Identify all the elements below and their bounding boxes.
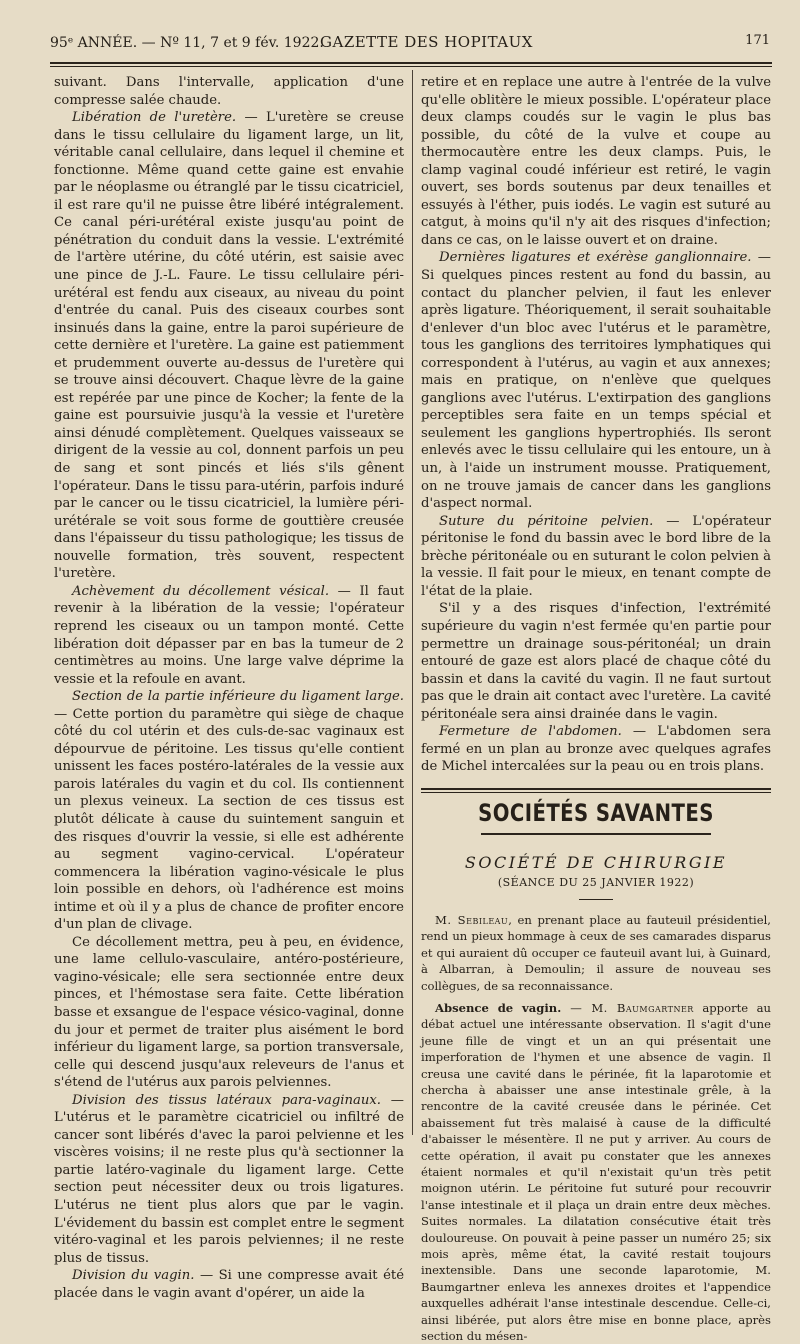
left-column (54, 74, 404, 1302)
run-in-heading: Division des tissus latéraux para-vaginaux. (72, 1092, 382, 1108)
section-rule-thin (421, 792, 771, 793)
header-rule-thin (50, 66, 772, 67)
paragraph: Division du vagin. — Si une compresse avait été placée dans le vagin avant d'opérer, un aide la (54, 1268, 404, 1301)
run-in-heading: Dernières ligatures et exérèse ganglionnaire. (439, 250, 752, 266)
speaker-name: M. Sebileau (435, 912, 509, 927)
paragraph: Section de la partie inférieure du ligament large. — Cette portion du paramètre qui siège de chaque côté du col utérin et des culs-de-sac vaginaux est dépourvue de péritoine. Les tissus qu'elle contient unissent les faces postéro-latérales de la vessie aux parois latérales du vagin et du col. Ils contiennent un plexus veineux. La section de ces tissus est plutôt délicate à cause du suintement sanguin et des risques d'ouvrir la vessie, si elle est adhérente au segment vagino-cervical. L'opérateur commencera la libération vagino-vésicale le plus loin possible en dehors, où l'adhérence est moins intime et où il y a plus de chance de profiter encore d'un plan de clivage. (54, 689, 404, 933)
run-in-heading: Libération de l'uretère. (72, 110, 237, 126)
session-rule (579, 899, 613, 900)
run-in-heading: Division du vagin. (72, 1268, 195, 1284)
paragraph: Ce décollement mettra, peu à peu, en évidence, une lame cellulo-vasculaire, antéro-postérieure, vagino-vésicale; elle sera sectionnée entre deux pinces, et l'hémostase sera faite. Cette libération basse et exsangue de l'espace vésico-vaginal, donne du jour et permet de traiter plus aisément le bord inférieur du ligament large, sa portion transversale, celle qui descend jusqu'aux releveurs de l'anus et s'étend de l'utérus aux parois pelviennes. (54, 934, 404, 1091)
paragraph: Suture du péritoine pelvien. — L'opérateur péritonise le fond du bassin avec le bord libre de la brèche péritonéale ou en suturant le colon pelvien à la vessie. Il fait pour le mieux, en tenant compte de l'état de la plaie. (421, 513, 771, 599)
header-rule (50, 62, 772, 64)
paragraph: Division des tissus latéraux para-vaginaux. — L'utérus et le paramètre cicatriciel ou infiltré de cancer sont libérés d'avec la paroi pelvienne et les viscères voisins; il ne reste plus qu'à sectionner la partie latéro-vaginale du ligament large. Cette section peut nécessiter deux ou trois ligatures. L'utérus ne tient plus alors que par le vagin. L'évidement du bassin est complet entre le segment vitéro-vaginal et les parois pelviennes; il ne reste plus de tissus. (54, 1092, 404, 1266)
issue-info: 95ᵉ ANNÉE. — Nº 11, 7 et 9 fév. 1922. (50, 35, 324, 51)
paragraph: S'il y a des risques d'infection, l'extrémité supérieure du vagin n'est fermée qu'en partie pour permettre un drainage sous-péritonéal; un drain entouré de gaze est alors placé de chaque côté du bassin et dans la cavité du vagin. Il ne faut surtout pas que le drain ait contact avec l'uretère. La cavité péritonéale sera ainsi drainée dans le vagin. (421, 601, 771, 722)
session-date: (SÉANCE DU 25 JANVIER 1922) (497, 875, 695, 889)
right-column (421, 74, 771, 1344)
report-heading: Absence de vagin. (435, 1000, 562, 1015)
paragraph: suivant. Dans l'intervalle, application d'une compresse salée chaude. (54, 75, 404, 108)
report-paragraph: M. Sebileau, en prenant place au fauteuil présidentiel, rend un pieux hommage à ceux de ses camarades disparus et qui auraient dû occuper ce fauteuil avant lui, à Guinard, à Albarran, à Demoulin; il assure de nouveau ses collègues, de sa reconnaissance. (421, 912, 771, 993)
column-divider (412, 70, 413, 1135)
section-banner: SOCIÉTÉS SAVANTES (478, 798, 714, 827)
paragraph: Dernières ligatures et exérèse ganglionnaire. — Si quelques pinces restent au fond du bassin, au contact du plancher pelvien, il faut les enlever après ligature. Théoriquement, il serait souhaitable d'enlever d'un bloc avec l'utérus et le paramètre, tous les ganglions des territoires lymphatiques qui correspondent à l'utérus, au vagin et aux annexes; mais en pratique, on n'enlève que quelques ganglions avec l'utérus. L'extirpation des ganglions perceptibles sera faite en un temps spécial et seulement les ganglions hypertrophiés. Ils seront enlevés avec le tissu cellulaire qui les entoure, un à un, à l'aide un instrument mousse. Pratiquement, on ne trouve jamais de cancer dans les ganglions d'aspect normal. (421, 250, 771, 512)
journal-title: GAZETTE DES HOPITAUX (320, 33, 533, 51)
paragraph: Achèvement du décollement vésical. — Il faut revenir à la libération de la vessie; l'opérateur reprend les ciseaux ou un tampon monté. Cette libération doit dépasser par en bas la tumeur de 2 centimètres au moins. Une large valve déprime la vessie et la refoule en avant. (54, 583, 404, 687)
page-number: 171 (745, 33, 770, 48)
banner-underline (481, 833, 711, 835)
run-in-heading: Suture du péritoine pelvien. (439, 513, 654, 529)
report-paragraph: Absence de vagin. — M. Baumgartner apporte au débat actuel une intéressante observation. Il s'agit d'une jeune fille de vingt et un an qui présentait une imperforation de l'hymen et une absence de vagin. Il creusa une cavité dans le périnée, fit la laparotomie et chercha à abaisser une anse intestinale grêle, à la rencontre de la cavité creusée dans le périnée. Cet abaissement fut très malaisé à cause de la difficulté d'abaisser le mésentère. Il ne put y arriver. Au cours de cette opération, il avait pu constater que les annexes étaient normales et qu'il n'existait qu'un très petit moignon utérin. Le péritoine fut suturé pour recouvrir l'anse intestinale et il plaça un drain entre deux mèches. Suites normales. La dilatation consécutive était très douloureuse. On pouvait à peine passer un numéro 25; six mois après, même état, la cavité restait toujours inextensible. Dans une seconde laparotomie, M. Baumgartner enleva les annexes droites et l'appendice auxquelles adhérait l'anse intestinale descendue. Celle-ci, ainsi libérée, put alors être mise en bonne place, après section du mésen- (421, 1000, 771, 1344)
society-title: SOCIÉTÉ DE CHIRURGIE (464, 852, 728, 872)
run-in-heading: Fermeture de l'abdomen. (439, 724, 622, 740)
page-header (50, 33, 770, 55)
paragraph: Libération de l'uretère. — L'uretère se creuse dans le tissu cellulaire du ligament large, un lit, véritable canal cellulaire, dans lequel il chemine et fonctionne. Même quand cette gaine est envahie par le néoplasme ou étranglé par le tissu cicatriciel, il est rare qu'il ne puisse être libéré intégralement. Ce canal péri-urétéral existe jusqu'au point de pénétration du conduit dans la vessie. L'extrémité de l'artère utérine, du côté utérin, est saisie avec une pince de J.-L. Faure. Le tissu cellulaire péri-urétéral est fendu aux ciseaux, au niveau du point d'entrée du canal. Puis des ciseaux courbes sont insinués dans la gaine, entre la paroi supérieure de cette dernière et l'uretère. La gaine est patiemment et prudemment ouverte au-dessus de l'uretère qui se trouve ainsi découvert. Chaque lèvre de la gaine est repérée par une pince de Kocher; la fente de la gaine est poursuivie jusqu'à la vessie et l'uretère ainsi dénudé complètement. Quelques vaisseaux se dirigent de la vessie au col, donnent parfois un peu de sang et sont pincés et liés s'ils gênent l'opérateur. Dans le tissu para-utérin, parfois induré par le cancer ou le tissu cicatriciel, la lumière péri-urétérale se voit sous forme de gouttière creusée dans l'épaisseur du tissu pathologique; les tissus de nouvelle formation, très souvent, respectent l'uretère. (54, 110, 404, 582)
paragraph: retire et en replace une autre à l'entrée de la vulve qu'elle oblitère le mieux possible. L'opérateur place deux clamps coudés sur le vagin le plus bas possible, du côté de la vulve et coupe au thermocautère entre les deux clamps. Puis, le clamp vaginal coudé inférieur est retiré, le vagin ouvert, ses bords soutenus par deux tenailles et essuyés à l'éther, puis iodés. Le vagin est suturé au catgut, à moins qu'il n'y ait des risques d'infection; dans ce cas, on le laisse ouvert et on draine. (421, 75, 771, 248)
section-rule (421, 788, 771, 790)
run-in-heading: Section de la partie inférieure du ligament large. (72, 689, 404, 705)
paragraph: Fermeture de l'abdomen. — L'abdomen sera fermé en un plan au bronze avec quelques agrafes de Michel intercalées sur la peau ou en trois plans. (421, 724, 772, 775)
speaker-name: — M. Baumgartner (561, 1000, 694, 1015)
run-in-heading: Achèvement du décollement vésical. (72, 583, 330, 599)
